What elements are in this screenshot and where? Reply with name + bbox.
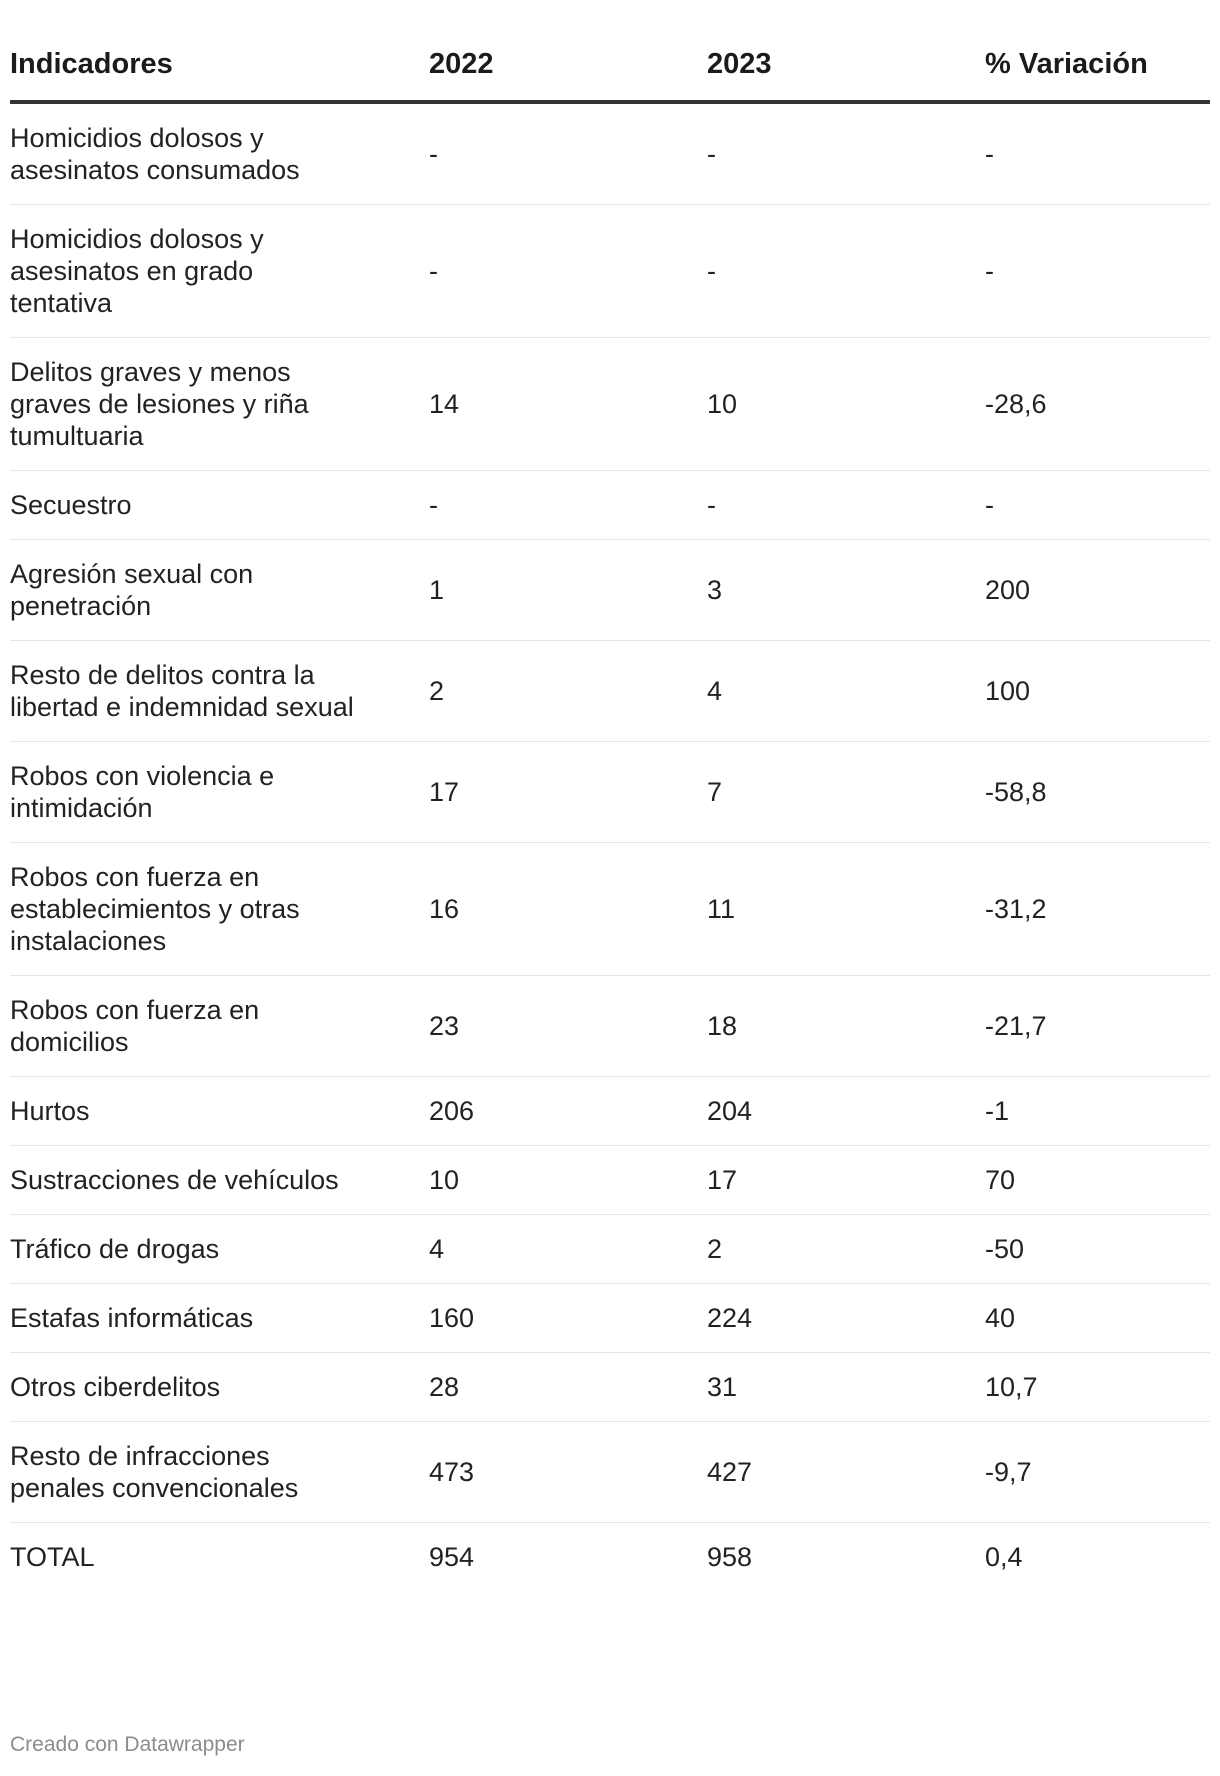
cell-indicador: Homicidios dolosos y asesinatos en grado tentativa <box>10 205 429 338</box>
table-row <box>10 102 1210 205</box>
cell-2023: 4 <box>707 641 985 742</box>
crime-indicators-table <box>10 28 1210 1591</box>
cell-2023: 2 <box>707 1215 985 1284</box>
cell-2023: 3 <box>707 540 985 641</box>
cell-2023: 17 <box>707 1146 985 1215</box>
cell-2023: 31 <box>707 1353 985 1422</box>
table-row <box>10 205 1210 338</box>
cell-variacion: - <box>985 205 1210 338</box>
table-row <box>10 1353 1210 1422</box>
cell-indicador: Hurtos <box>10 1077 429 1146</box>
table-row <box>10 1146 1210 1215</box>
cell-indicador: Resto de delitos contra la libertad e indemnidad sexual <box>10 641 429 742</box>
cell-2023: 224 <box>707 1284 985 1353</box>
cell-indicador: Agresión sexual con penetración <box>10 540 429 641</box>
cell-2023: 427 <box>707 1422 985 1523</box>
cell-variacion: -21,7 <box>985 976 1210 1077</box>
cell-indicador: Homicidios dolosos y asesinatos consumados <box>10 102 429 205</box>
cell-2022: 473 <box>429 1422 707 1523</box>
cell-2023: - <box>707 102 985 205</box>
table-row <box>10 1422 1210 1523</box>
cell-indicador: Robos con fuerza en establecimientos y otras instalaciones <box>10 843 429 976</box>
table-row <box>10 843 1210 976</box>
header-2023: 2023 <box>707 28 985 102</box>
cell-2022: 28 <box>429 1353 707 1422</box>
cell-variacion: 0,4 <box>985 1542 1023 1572</box>
table-row <box>10 1284 1210 1353</box>
header-indicadores: Indicadores <box>10 28 429 102</box>
header-variacion: % Variación <box>985 28 1210 102</box>
cell-2023: 958 <box>707 1542 753 1572</box>
cell-2022: 17 <box>429 742 707 843</box>
table-row <box>10 338 1210 471</box>
cell-2023: 10 <box>707 338 985 471</box>
cell-variacion: 200 <box>985 540 1210 641</box>
cell-2023: 7 <box>707 742 985 843</box>
cell-2022: 4 <box>429 1215 707 1284</box>
cell-indicador: Tráfico de drogas <box>10 1215 429 1284</box>
cell-2022: 206 <box>429 1077 707 1146</box>
cell-indicador: TOTAL <box>10 1542 95 1572</box>
table-row <box>10 471 1210 540</box>
cell-variacion: -9,7 <box>985 1422 1210 1523</box>
cell-variacion: - <box>985 102 1210 205</box>
cell-indicador: Estafas informáticas <box>10 1284 429 1353</box>
header-2022: 2022 <box>429 28 707 102</box>
table-body <box>10 102 1210 1591</box>
table-row-total <box>10 1523 1210 1592</box>
cell-2022: 14 <box>429 338 707 471</box>
cell-indicador: Otros ciberdelitos <box>10 1353 429 1422</box>
cell-variacion: -28,6 <box>985 338 1210 471</box>
table-header <box>10 28 1210 102</box>
cell-2022: 2 <box>429 641 707 742</box>
data-table-container <box>10 28 1210 1591</box>
cell-2023: 18 <box>707 976 985 1077</box>
cell-2022: 16 <box>429 843 707 976</box>
cell-variacion: 40 <box>985 1284 1210 1353</box>
cell-variacion: 100 <box>985 641 1210 742</box>
cell-variacion: - <box>985 471 1210 540</box>
table-row <box>10 641 1210 742</box>
cell-2023: - <box>707 471 985 540</box>
header-row <box>10 28 1210 102</box>
cell-2023: 204 <box>707 1077 985 1146</box>
cell-2023: 11 <box>707 843 985 976</box>
cell-2023: - <box>707 205 985 338</box>
cell-2022: 10 <box>429 1146 707 1215</box>
cell-indicador: Secuestro <box>10 471 429 540</box>
cell-indicador: Resto de infracciones penales convencionales <box>10 1422 429 1523</box>
cell-indicador: Delitos graves y menos graves de lesiones y riña tumultuaria <box>10 338 429 471</box>
cell-indicador: Sustracciones de vehículos <box>10 1146 429 1215</box>
cell-variacion: -50 <box>985 1215 1210 1284</box>
cell-variacion: 10,7 <box>985 1353 1210 1422</box>
footer-credit: Creado con Datawrapper <box>10 1733 245 1756</box>
cell-2022: 23 <box>429 976 707 1077</box>
cell-2022: - <box>429 471 707 540</box>
cell-2022: 160 <box>429 1284 707 1353</box>
table-row <box>10 976 1210 1077</box>
cell-2022: - <box>429 205 707 338</box>
cell-variacion: -1 <box>985 1077 1210 1146</box>
cell-variacion: -31,2 <box>985 843 1210 976</box>
cell-2022: - <box>429 102 707 205</box>
table-row <box>10 540 1210 641</box>
table-row <box>10 1077 1210 1146</box>
cell-2022: 1 <box>429 540 707 641</box>
table-row <box>10 1215 1210 1284</box>
cell-variacion: -58,8 <box>985 742 1210 843</box>
cell-indicador: Robos con violencia e intimidación <box>10 742 429 843</box>
cell-2022: 954 <box>429 1542 475 1572</box>
table-row <box>10 742 1210 843</box>
cell-variacion: 70 <box>985 1146 1210 1215</box>
cell-indicador: Robos con fuerza en domicilios <box>10 976 429 1077</box>
